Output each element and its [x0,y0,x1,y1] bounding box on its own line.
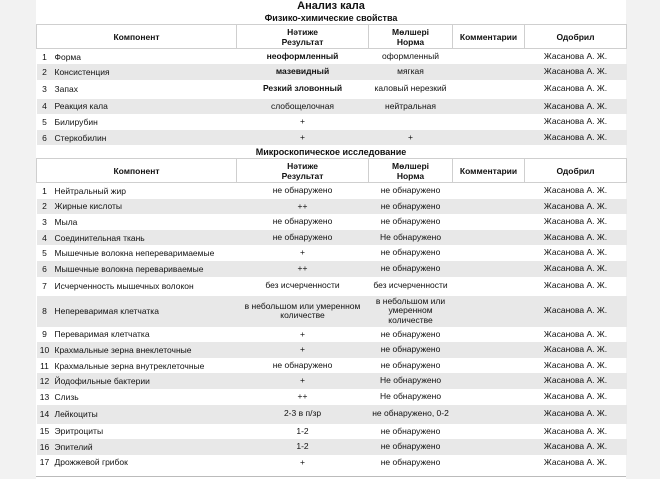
report-sheet [36,0,626,479]
row-norm: не обнаружено [369,261,453,277]
table-row [37,114,627,130]
row-approved: Жасанова А. Ж. [543,50,608,61]
row-comment [453,342,525,358]
row-approved: Жасанова А. Ж. [525,439,627,455]
row-approved: Жасанова А. Ж. [543,280,608,291]
row-approved: Жасанова А. Ж. [543,83,608,94]
row-number: 3 [42,216,47,227]
row-approved: Жасанова А. Ж. [525,230,627,246]
row-norm: без исчерченности [373,280,448,291]
row-comment [453,99,525,115]
row-component: Реакция кала [53,99,237,115]
row-norm: не обнаружено [380,425,441,436]
row-comment [453,49,525,65]
header-comments: Комментарии [453,25,525,49]
row-norm: не обнаружено [380,216,441,227]
row-number: 5 [42,248,47,259]
row-number: 1 [42,51,47,62]
table-row [37,373,627,389]
row-number: 8 [37,296,53,327]
row-norm: оформленный [382,50,439,61]
header-result [237,159,369,183]
row-component: Слизь [54,391,79,402]
row-norm: Не обнаружено [369,373,453,389]
row-norm: Не обнаружено [379,390,442,401]
row-result: не обнаружено [272,216,333,227]
table-row [37,277,627,296]
row-component: Эритроциты [54,426,104,437]
row-approved: Жасанова А. Ж. [543,328,608,339]
row-approved: Жасанова А. Ж. [525,199,627,215]
row-comment [453,114,525,130]
table-row [37,342,627,358]
row-comment [453,439,525,455]
row-component: Непереваримая клетчатка [53,296,237,327]
row-number: 9 [42,329,47,340]
row-norm [369,114,453,130]
table-row [37,80,627,99]
row-result: слобощелочная [237,99,369,115]
row-number: 15 [39,426,50,437]
row-norm: нейтральная [369,99,453,115]
row-number: 7 [42,281,47,292]
row-number: 4 [37,99,53,115]
row-approved: Жасанова А. Ж. [525,342,627,358]
row-result: + [300,247,305,258]
row-number: 2 [37,64,53,80]
table-row [37,49,627,65]
row-result: ++ [237,199,369,215]
row-comment [453,277,525,296]
row-number: 14 [37,405,53,424]
row-approved: Жасанова А. Ж. [525,130,627,146]
table-row [37,327,627,343]
section-title-microscopy: Микроскопическое исследование [255,147,407,158]
row-number: 6 [37,130,53,146]
row-comment [453,214,525,230]
row-approved: Жасанова А. Ж. [543,456,608,467]
row-result: без исчерченности [265,280,340,291]
row-result: Резкий зловонный [262,83,343,94]
row-result: 2-3 в п/зр [237,405,369,424]
header-component: Компонент [37,159,237,183]
row-component: Крахмальные зерна внеклеточные [53,342,237,358]
header-norm-ru: Норма [396,170,425,181]
row-norm: не обнаружено [380,247,441,258]
header-result [237,25,369,49]
row-comment [453,327,525,343]
row-result: 1-2 [237,439,369,455]
row-component: Йодофильные бактерии [53,373,237,389]
row-approved: Жасанова А. Ж. [543,185,608,196]
table-row [37,405,627,424]
table-row [37,214,627,230]
row-number: 12 [37,373,53,389]
row-number: 1 [42,186,47,197]
row-approved: Жасанова А. Ж. [525,296,627,327]
table-row [37,439,627,455]
table-row [37,455,627,471]
row-component: Исчерченность мышечных волокон [54,281,194,292]
header-comments: Комментарии [453,159,525,183]
row-comment [453,455,525,471]
row-norm: не обнаружено [380,328,441,339]
row-comment [453,424,525,440]
row-result: не обнаружено [237,230,369,246]
row-approved: Жасанова А. Ж. [525,64,627,80]
header-norm [369,159,453,183]
row-comment [453,296,525,327]
table-row [37,183,627,199]
row-number: 3 [42,84,47,95]
header-result-kz: Нәтиже [287,160,318,171]
row-component: Форма [54,51,81,62]
header-result-ru: Результат [281,170,324,181]
table-row [37,64,627,80]
row-component: Стеркобилин [53,130,237,146]
row-norm: не обнаружено [380,185,441,196]
row-component: Лейкоциты [53,405,237,424]
table-row [37,358,627,374]
row-result: неоформленный [266,50,339,61]
row-norm: Не обнаружено [369,230,453,246]
row-comment [453,64,525,80]
page-bottom-divider [36,476,626,477]
row-component: Нейтральный жир [54,186,126,197]
row-component: Крахмальные зерна внутреклеточные [54,360,205,371]
row-result: + [300,456,305,467]
row-result: мазевидный [237,64,369,80]
row-norm: в небольшом или умеренном количестве [369,296,453,327]
row-number: 10 [37,342,53,358]
row-component: Соединительная ткань [53,230,237,246]
row-result: + [237,130,369,146]
header-component: Компонент [37,25,237,49]
row-result: не обнаружено [272,185,333,196]
row-approved: Жасанова А. Ж. [525,373,627,389]
row-result: в небольшом или умеренном количестве [237,296,369,327]
row-approved: Жасанова А. Ж. [525,261,627,277]
row-comment [453,405,525,424]
row-approved: Жасанова А. Ж. [543,116,608,127]
table-row [37,130,627,146]
row-number: 4 [37,230,53,246]
row-component: Дрожжевой грибок [54,457,128,468]
row-comment [453,245,525,261]
row-norm: + [369,130,453,146]
row-component: Жирные кислоты [53,199,237,215]
row-number: 13 [39,391,50,402]
section-title-physchem: Физико-химические свойства [264,13,398,23]
row-norm: не обнаружено [380,456,441,467]
header-approved: Одобрил [525,159,627,183]
row-norm: не обнаружено [369,342,453,358]
row-norm: не обнаружено, 0-2 [369,405,453,424]
table-row [37,261,627,277]
row-component: Переваримая клетчатка [54,329,150,340]
table-row [37,99,627,115]
physchem-table [36,24,627,145]
row-comment [453,389,525,405]
row-norm: не обнаружено [369,439,453,455]
report-title: Анализ кала [297,0,365,12]
row-result: + [237,373,369,389]
row-comment [453,373,525,389]
row-comment [453,80,525,99]
row-result: ++ [297,390,308,401]
row-comment [453,199,525,215]
row-component: Консистенция [53,64,237,80]
row-result: 1-2 [296,425,309,436]
row-number: 11 [40,360,49,371]
row-number: 5 [42,117,47,128]
row-result: + [300,328,305,339]
table-row [37,230,627,246]
row-norm: не обнаружено [369,199,453,215]
header-norm-kz: Мөлшері [391,160,430,171]
row-result: + [300,116,305,127]
row-number: 2 [37,199,53,215]
table-row [37,199,627,215]
table-header-row [37,159,627,183]
row-result: не обнаружено [272,359,333,370]
table-row [37,389,627,405]
row-component: Мышечные волокна непереваримаемые [54,248,215,259]
row-number: 16 [37,439,53,455]
table-row [37,296,627,327]
row-number: 17 [39,457,50,468]
row-result: + [237,342,369,358]
row-approved: Жасанова А. Ж. [525,405,627,424]
row-comment [453,358,525,374]
header-result-ru: Результат [281,36,324,47]
row-comment [453,261,525,277]
row-component: Билирубин [54,117,98,128]
header-norm [369,25,453,49]
row-comment [453,183,525,199]
row-approved: Жасанова А. Ж. [543,425,608,436]
row-component: Мышечные волокна перевариваемые [53,261,237,277]
row-approved: Жасанова А. Ж. [525,99,627,115]
microscopy-table [36,158,627,470]
row-approved: Жасанова А. Ж. [543,216,608,227]
row-component: Мыла [54,216,78,227]
table-header-row [37,25,627,49]
row-number: 6 [37,261,53,277]
row-approved: Жасанова А. Ж. [543,390,608,401]
row-norm: мягкая [369,64,453,80]
row-result: ++ [237,261,369,277]
row-component: Запах [54,84,78,95]
header-approved: Одобрил [525,25,627,49]
row-component: Эпителий [53,439,237,455]
row-comment [453,130,525,146]
row-norm: каловый нерезкий [374,83,447,94]
row-approved: Жасанова А. Ж. [543,359,608,370]
row-norm: не обнаружено [380,359,441,370]
header-result-kz: Нәтиже [287,26,318,37]
table-row [37,245,627,261]
header-norm-ru: Норма [396,36,425,47]
table-row [37,424,627,440]
row-comment [453,230,525,246]
header-norm-kz: Мөлшері [391,26,430,37]
row-approved: Жасанова А. Ж. [543,247,608,258]
